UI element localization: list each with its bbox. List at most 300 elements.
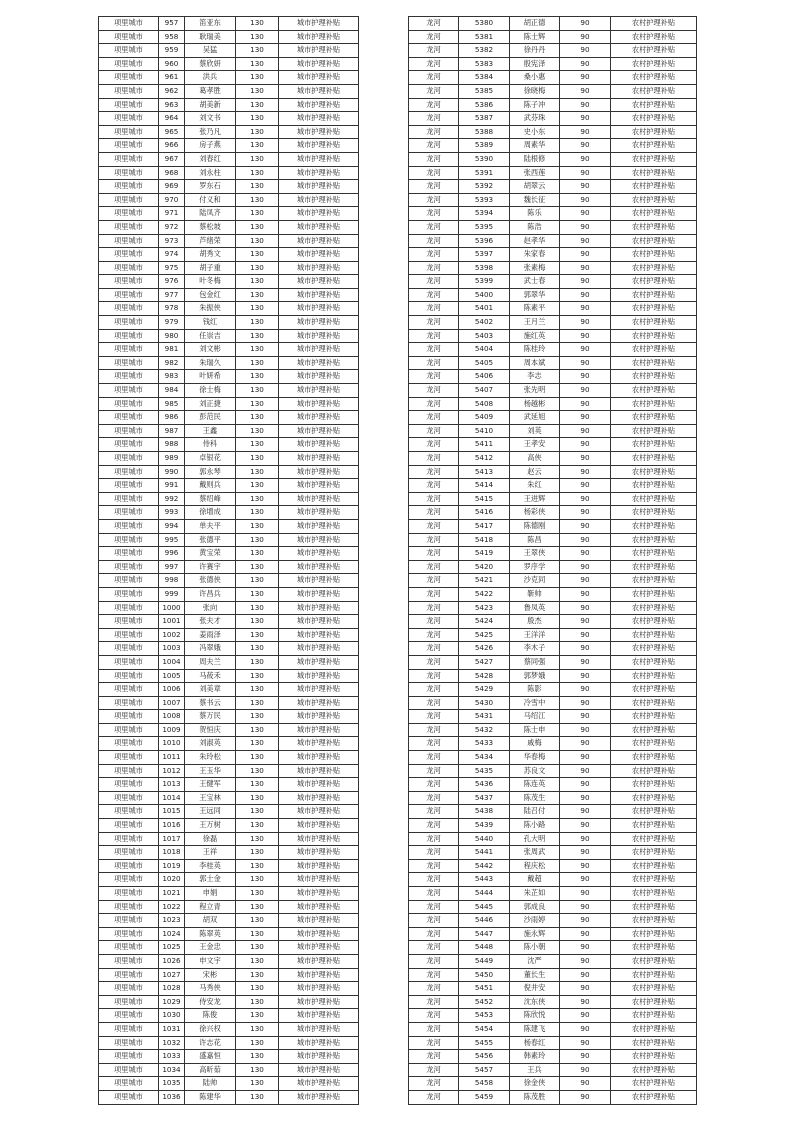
number-cell: 5386	[459, 98, 510, 112]
region-cell: 龙河	[409, 506, 459, 520]
table-row	[99, 1050, 359, 1064]
amount-cell: 90	[560, 887, 611, 901]
amount-cell: 130	[236, 587, 279, 601]
category-cell: 城市护理补贴	[279, 275, 359, 289]
region-cell: 项里城市	[99, 954, 159, 968]
number-cell: 981	[159, 343, 185, 357]
name-cell: 高侠	[510, 452, 560, 466]
name-cell: 侍安龙	[185, 995, 236, 1009]
table-row	[99, 832, 359, 846]
table-row	[409, 601, 697, 615]
category-cell: 城市护理补贴	[279, 492, 359, 506]
table-row	[99, 683, 359, 697]
region-cell: 项里城市	[99, 139, 159, 153]
category-cell: 城市护理补贴	[279, 642, 359, 656]
amount-cell: 130	[236, 302, 279, 316]
table-row	[99, 166, 359, 180]
category-cell: 农村护理补贴	[611, 587, 697, 601]
category-cell: 农村护理补贴	[611, 846, 697, 860]
region-cell: 项里城市	[99, 397, 159, 411]
number-cell: 5451	[459, 982, 510, 996]
number-cell: 5422	[459, 587, 510, 601]
name-cell: 卓银花	[185, 452, 236, 466]
category-cell: 农村护理补贴	[611, 737, 697, 751]
name-cell: 芦绪荣	[185, 234, 236, 248]
name-cell: 李志	[510, 370, 560, 384]
amount-cell: 130	[236, 941, 279, 955]
name-cell: 宋彬	[185, 968, 236, 982]
region-cell: 项里城市	[99, 356, 159, 370]
name-cell: 张先明	[510, 384, 560, 398]
table-row	[99, 859, 359, 873]
amount-cell: 130	[236, 846, 279, 860]
table-row	[409, 533, 697, 547]
region-cell: 项里城市	[99, 44, 159, 58]
category-cell: 农村护理补贴	[611, 193, 697, 207]
table-row	[409, 805, 697, 819]
region-cell: 项里城市	[99, 832, 159, 846]
category-cell: 城市护理补贴	[279, 452, 359, 466]
category-cell: 农村护理补贴	[611, 316, 697, 330]
category-cell: 城市护理补贴	[279, 125, 359, 139]
number-cell: 967	[159, 152, 185, 166]
table-row	[409, 125, 697, 139]
table-row	[99, 628, 359, 642]
amount-cell: 130	[236, 968, 279, 982]
category-cell: 农村护理补贴	[611, 995, 697, 1009]
number-cell: 5423	[459, 601, 510, 615]
table-row	[409, 275, 697, 289]
amount-cell: 130	[236, 234, 279, 248]
table-row	[99, 737, 359, 751]
category-cell: 农村护理补贴	[611, 819, 697, 833]
number-cell: 983	[159, 370, 185, 384]
number-cell: 5408	[459, 397, 510, 411]
table-row	[99, 778, 359, 792]
category-cell: 城市护理补贴	[279, 737, 359, 751]
category-cell: 农村护理补贴	[611, 832, 697, 846]
region-cell: 项里城市	[99, 751, 159, 765]
number-cell: 5424	[459, 615, 510, 629]
table-row	[99, 519, 359, 533]
number-cell: 966	[159, 139, 185, 153]
amount-cell: 90	[560, 846, 611, 860]
number-cell: 1005	[159, 669, 185, 683]
category-cell: 城市护理补贴	[279, 1077, 359, 1091]
amount-cell: 90	[560, 17, 611, 31]
region-cell: 龙河	[409, 452, 459, 466]
table-row	[99, 506, 359, 520]
category-cell: 农村护理补贴	[611, 207, 697, 221]
left-roster-table	[98, 16, 359, 1105]
region-cell: 项里城市	[99, 302, 159, 316]
category-cell: 农村护理补贴	[611, 98, 697, 112]
category-cell: 城市护理补贴	[279, 1036, 359, 1050]
category-cell: 城市护理补贴	[279, 248, 359, 262]
name-cell: 胡美新	[185, 98, 236, 112]
region-cell: 项里城市	[99, 873, 159, 887]
table-row	[99, 465, 359, 479]
table-row	[409, 506, 697, 520]
table-row	[409, 560, 697, 574]
amount-cell: 90	[560, 44, 611, 58]
name-cell: 许赛宇	[185, 560, 236, 574]
amount-cell: 130	[236, 112, 279, 126]
table-row	[409, 1036, 697, 1050]
amount-cell: 90	[560, 547, 611, 561]
category-cell: 农村护理补贴	[611, 356, 697, 370]
table-row	[99, 275, 359, 289]
category-cell: 农村护理补贴	[611, 615, 697, 629]
region-cell: 龙河	[409, 1090, 459, 1104]
number-cell: 5383	[459, 57, 510, 71]
amount-cell: 90	[560, 995, 611, 1009]
name-cell: 陆召付	[510, 805, 560, 819]
table-row	[99, 71, 359, 85]
category-cell: 农村护理补贴	[611, 859, 697, 873]
region-cell: 项里城市	[99, 492, 159, 506]
name-cell: 陈建华	[185, 1090, 236, 1104]
region-cell: 龙河	[409, 859, 459, 873]
region-cell: 龙河	[409, 17, 459, 31]
category-cell: 城市护理补贴	[279, 859, 359, 873]
number-cell: 987	[159, 424, 185, 438]
amount-cell: 130	[236, 1022, 279, 1036]
amount-cell: 130	[236, 995, 279, 1009]
category-cell: 城市护理补贴	[279, 1022, 359, 1036]
amount-cell: 90	[560, 968, 611, 982]
amount-cell: 130	[236, 343, 279, 357]
table-row	[409, 207, 697, 221]
number-cell: 989	[159, 452, 185, 466]
category-cell: 农村护理补贴	[611, 1036, 697, 1050]
category-cell: 城市护理补贴	[279, 356, 359, 370]
amount-cell: 90	[560, 982, 611, 996]
name-cell: 王兵	[510, 1063, 560, 1077]
region-cell: 项里城市	[99, 1050, 159, 1064]
number-cell: 1006	[159, 683, 185, 697]
region-cell: 项里城市	[99, 914, 159, 928]
amount-cell: 130	[236, 751, 279, 765]
category-cell: 城市护理补贴	[279, 438, 359, 452]
number-cell: 980	[159, 329, 185, 343]
amount-cell: 130	[236, 329, 279, 343]
table-row	[409, 710, 697, 724]
name-cell: 施永辉	[510, 927, 560, 941]
name-cell: 杨越彬	[510, 397, 560, 411]
table-row	[99, 384, 359, 398]
name-cell: 许志花	[185, 1036, 236, 1050]
number-cell: 5391	[459, 166, 510, 180]
amount-cell: 130	[236, 57, 279, 71]
amount-cell: 130	[236, 547, 279, 561]
name-cell: 陈乐	[510, 207, 560, 221]
amount-cell: 90	[560, 723, 611, 737]
number-cell: 1007	[159, 696, 185, 710]
table-row	[409, 329, 697, 343]
region-cell: 龙河	[409, 723, 459, 737]
category-cell: 城市护理补贴	[279, 968, 359, 982]
amount-cell: 130	[236, 819, 279, 833]
number-cell: 964	[159, 112, 185, 126]
name-cell: 徐兴权	[185, 1022, 236, 1036]
number-cell: 969	[159, 180, 185, 194]
table-row	[409, 764, 697, 778]
name-cell: 黄宝荣	[185, 547, 236, 561]
amount-cell: 130	[236, 492, 279, 506]
name-cell: 许昌兵	[185, 587, 236, 601]
category-cell: 农村护理补贴	[611, 166, 697, 180]
category-cell: 农村护理补贴	[611, 302, 697, 316]
category-cell: 农村护理补贴	[611, 764, 697, 778]
number-cell: 1033	[159, 1050, 185, 1064]
name-cell: 王孝安	[510, 438, 560, 452]
number-cell: 1035	[159, 1077, 185, 1091]
table-row	[99, 152, 359, 166]
table-row	[99, 819, 359, 833]
table-row	[409, 846, 697, 860]
number-cell: 5447	[459, 927, 510, 941]
amount-cell: 130	[236, 954, 279, 968]
table-row	[99, 873, 359, 887]
category-cell: 农村护理补贴	[611, 628, 697, 642]
category-cell: 农村护理补贴	[611, 329, 697, 343]
region-cell: 项里城市	[99, 370, 159, 384]
amount-cell: 130	[236, 601, 279, 615]
category-cell: 城市护理补贴	[279, 234, 359, 248]
region-cell: 龙河	[409, 125, 459, 139]
amount-cell: 90	[560, 737, 611, 751]
region-cell: 项里城市	[99, 207, 159, 221]
category-cell: 城市护理补贴	[279, 751, 359, 765]
number-cell: 5441	[459, 846, 510, 860]
category-cell: 农村护理补贴	[611, 57, 697, 71]
category-cell: 城市护理补贴	[279, 288, 359, 302]
amount-cell: 90	[560, 1009, 611, 1023]
category-cell: 农村护理补贴	[611, 492, 697, 506]
number-cell: 993	[159, 506, 185, 520]
number-cell: 1014	[159, 791, 185, 805]
amount-cell: 130	[236, 384, 279, 398]
number-cell: 5418	[459, 533, 510, 547]
category-cell: 农村护理补贴	[611, 560, 697, 574]
category-cell: 农村护理补贴	[611, 71, 697, 85]
number-cell: 5428	[459, 669, 510, 683]
region-cell: 龙河	[409, 356, 459, 370]
number-cell: 992	[159, 492, 185, 506]
region-cell: 龙河	[409, 411, 459, 425]
table-row	[409, 57, 697, 71]
region-cell: 项里城市	[99, 859, 159, 873]
name-cell: 朱玲松	[185, 751, 236, 765]
amount-cell: 130	[236, 166, 279, 180]
amount-cell: 130	[236, 261, 279, 275]
amount-cell: 90	[560, 669, 611, 683]
region-cell: 项里城市	[99, 927, 159, 941]
name-cell: 张德平	[185, 533, 236, 547]
name-cell: 张夫才	[185, 615, 236, 629]
number-cell: 5439	[459, 819, 510, 833]
name-cell: 朱瑞久	[185, 356, 236, 370]
amount-cell: 130	[236, 139, 279, 153]
region-cell: 项里城市	[99, 384, 159, 398]
table-row	[409, 384, 697, 398]
amount-cell: 130	[236, 628, 279, 642]
name-cell: 姜雨泽	[185, 628, 236, 642]
region-cell: 龙河	[409, 248, 459, 262]
number-cell: 5402	[459, 316, 510, 330]
amount-cell: 130	[236, 1050, 279, 1064]
name-cell: 胡秀文	[185, 248, 236, 262]
region-cell: 龙河	[409, 574, 459, 588]
category-cell: 城市护理补贴	[279, 397, 359, 411]
name-cell: 马莜禾	[185, 669, 236, 683]
region-cell: 项里城市	[99, 1063, 159, 1077]
number-cell: 1032	[159, 1036, 185, 1050]
amount-cell: 90	[560, 628, 611, 642]
table-row	[99, 370, 359, 384]
number-cell: 963	[159, 98, 185, 112]
number-cell: 5412	[459, 452, 510, 466]
region-cell: 项里城市	[99, 288, 159, 302]
category-cell: 农村护理补贴	[611, 288, 697, 302]
amount-cell: 90	[560, 778, 611, 792]
table-row	[409, 1009, 697, 1023]
table-row	[99, 574, 359, 588]
number-cell: 5398	[459, 261, 510, 275]
name-cell: 徐金侠	[510, 1077, 560, 1091]
category-cell: 城市护理补贴	[279, 1050, 359, 1064]
name-cell: 徐晓梅	[510, 84, 560, 98]
category-cell: 城市护理补贴	[279, 506, 359, 520]
number-cell: 5397	[459, 248, 510, 262]
category-cell: 农村护理补贴	[611, 954, 697, 968]
name-cell: 陈建飞	[510, 1022, 560, 1036]
region-cell: 项里城市	[99, 547, 159, 561]
category-cell: 农村护理补贴	[611, 411, 697, 425]
number-cell: 1008	[159, 710, 185, 724]
region-cell: 龙河	[409, 1050, 459, 1064]
amount-cell: 90	[560, 112, 611, 126]
number-cell: 1011	[159, 751, 185, 765]
name-cell: 张德侠	[185, 574, 236, 588]
region-cell: 项里城市	[99, 628, 159, 642]
table-row	[99, 438, 359, 452]
amount-cell: 130	[236, 642, 279, 656]
name-cell: 刘文书	[185, 112, 236, 126]
name-cell: 殷宪泽	[510, 57, 560, 71]
number-cell: 974	[159, 248, 185, 262]
number-cell: 1030	[159, 1009, 185, 1023]
amount-cell: 130	[236, 275, 279, 289]
number-cell: 5449	[459, 954, 510, 968]
number-cell: 1021	[159, 887, 185, 901]
table-row	[99, 751, 359, 765]
region-cell: 项里城市	[99, 316, 159, 330]
region-cell: 龙河	[409, 832, 459, 846]
table-row	[99, 764, 359, 778]
region-cell: 龙河	[409, 71, 459, 85]
table-row	[99, 615, 359, 629]
number-cell: 5453	[459, 1009, 510, 1023]
category-cell: 农村护理补贴	[611, 30, 697, 44]
table-row	[99, 601, 359, 615]
region-cell: 龙河	[409, 615, 459, 629]
category-cell: 农村护理补贴	[611, 887, 697, 901]
amount-cell: 130	[236, 927, 279, 941]
table-row	[409, 819, 697, 833]
table-row	[99, 533, 359, 547]
table-row	[409, 723, 697, 737]
name-cell: 张素梅	[510, 261, 560, 275]
amount-cell: 130	[236, 152, 279, 166]
number-cell: 1027	[159, 968, 185, 982]
category-cell: 城市护理补贴	[279, 329, 359, 343]
category-cell: 农村护理补贴	[611, 1022, 697, 1036]
table-row	[409, 778, 697, 792]
region-cell: 项里城市	[99, 615, 159, 629]
table-row	[409, 968, 697, 982]
region-cell: 龙河	[409, 655, 459, 669]
category-cell: 城市护理补贴	[279, 819, 359, 833]
category-cell: 城市护理补贴	[279, 193, 359, 207]
category-cell: 城市护理补贴	[279, 261, 359, 275]
number-cell: 1012	[159, 764, 185, 778]
region-cell: 龙河	[409, 737, 459, 751]
region-cell: 龙河	[409, 1022, 459, 1036]
number-cell: 5435	[459, 764, 510, 778]
table-row	[99, 723, 359, 737]
name-cell: 王月兰	[510, 316, 560, 330]
name-cell: 吴猛	[185, 44, 236, 58]
number-cell: 1003	[159, 642, 185, 656]
category-cell: 农村护理补贴	[611, 968, 697, 982]
name-cell: 陈欣悦	[510, 1009, 560, 1023]
name-cell: 马绍江	[510, 710, 560, 724]
amount-cell: 130	[236, 710, 279, 724]
name-cell: 鲁凤英	[510, 601, 560, 615]
category-cell: 农村护理补贴	[611, 424, 697, 438]
category-cell: 农村护理补贴	[611, 751, 697, 765]
region-cell: 龙河	[409, 166, 459, 180]
table-row	[409, 628, 697, 642]
category-cell: 城市护理补贴	[279, 710, 359, 724]
amount-cell: 130	[236, 1036, 279, 1050]
name-cell: 蔡同强	[510, 655, 560, 669]
region-cell: 项里城市	[99, 601, 159, 615]
region-cell: 项里城市	[99, 846, 159, 860]
region-cell: 项里城市	[99, 343, 159, 357]
category-cell: 农村护理补贴	[611, 696, 697, 710]
number-cell: 5415	[459, 492, 510, 506]
number-cell: 5381	[459, 30, 510, 44]
table-row	[99, 411, 359, 425]
table-row	[99, 1077, 359, 1091]
table-row	[409, 166, 697, 180]
number-cell: 5429	[459, 683, 510, 697]
region-cell: 龙河	[409, 329, 459, 343]
category-cell: 城市护理补贴	[279, 927, 359, 941]
region-cell: 项里城市	[99, 574, 159, 588]
category-cell: 农村护理补贴	[611, 927, 697, 941]
name-cell: 周本斌	[510, 356, 560, 370]
number-cell: 971	[159, 207, 185, 221]
name-cell: 徐丹丹	[510, 44, 560, 58]
name-cell: 沙雨婷	[510, 914, 560, 928]
table-row	[99, 207, 359, 221]
name-cell: 武芬珠	[510, 112, 560, 126]
number-cell: 5436	[459, 778, 510, 792]
